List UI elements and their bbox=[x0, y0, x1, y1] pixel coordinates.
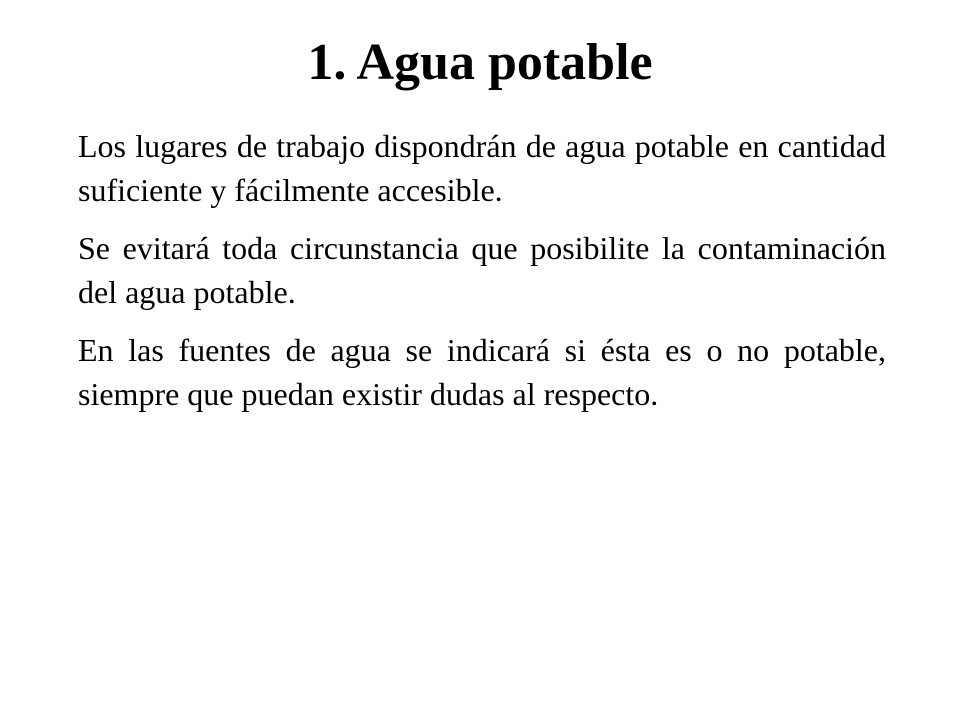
slide-body bbox=[78, 124, 886, 430]
paragraph-potability-signage: En las fuentes de agua se indicará si ésta es o no potable, siempre que puedan existir dudas al respecto. bbox=[78, 332, 886, 412]
paragraph-water-availability: Los lugares de trabajo dispondrán de agua potable en cantidad suficiente y fácilmente accesible. bbox=[78, 128, 886, 208]
slide-title: 1. Agua potable bbox=[307, 34, 653, 91]
paragraph-contamination-prevention: Se evitará toda circunstancia que posibilite la contaminación del agua potable. bbox=[78, 230, 886, 310]
